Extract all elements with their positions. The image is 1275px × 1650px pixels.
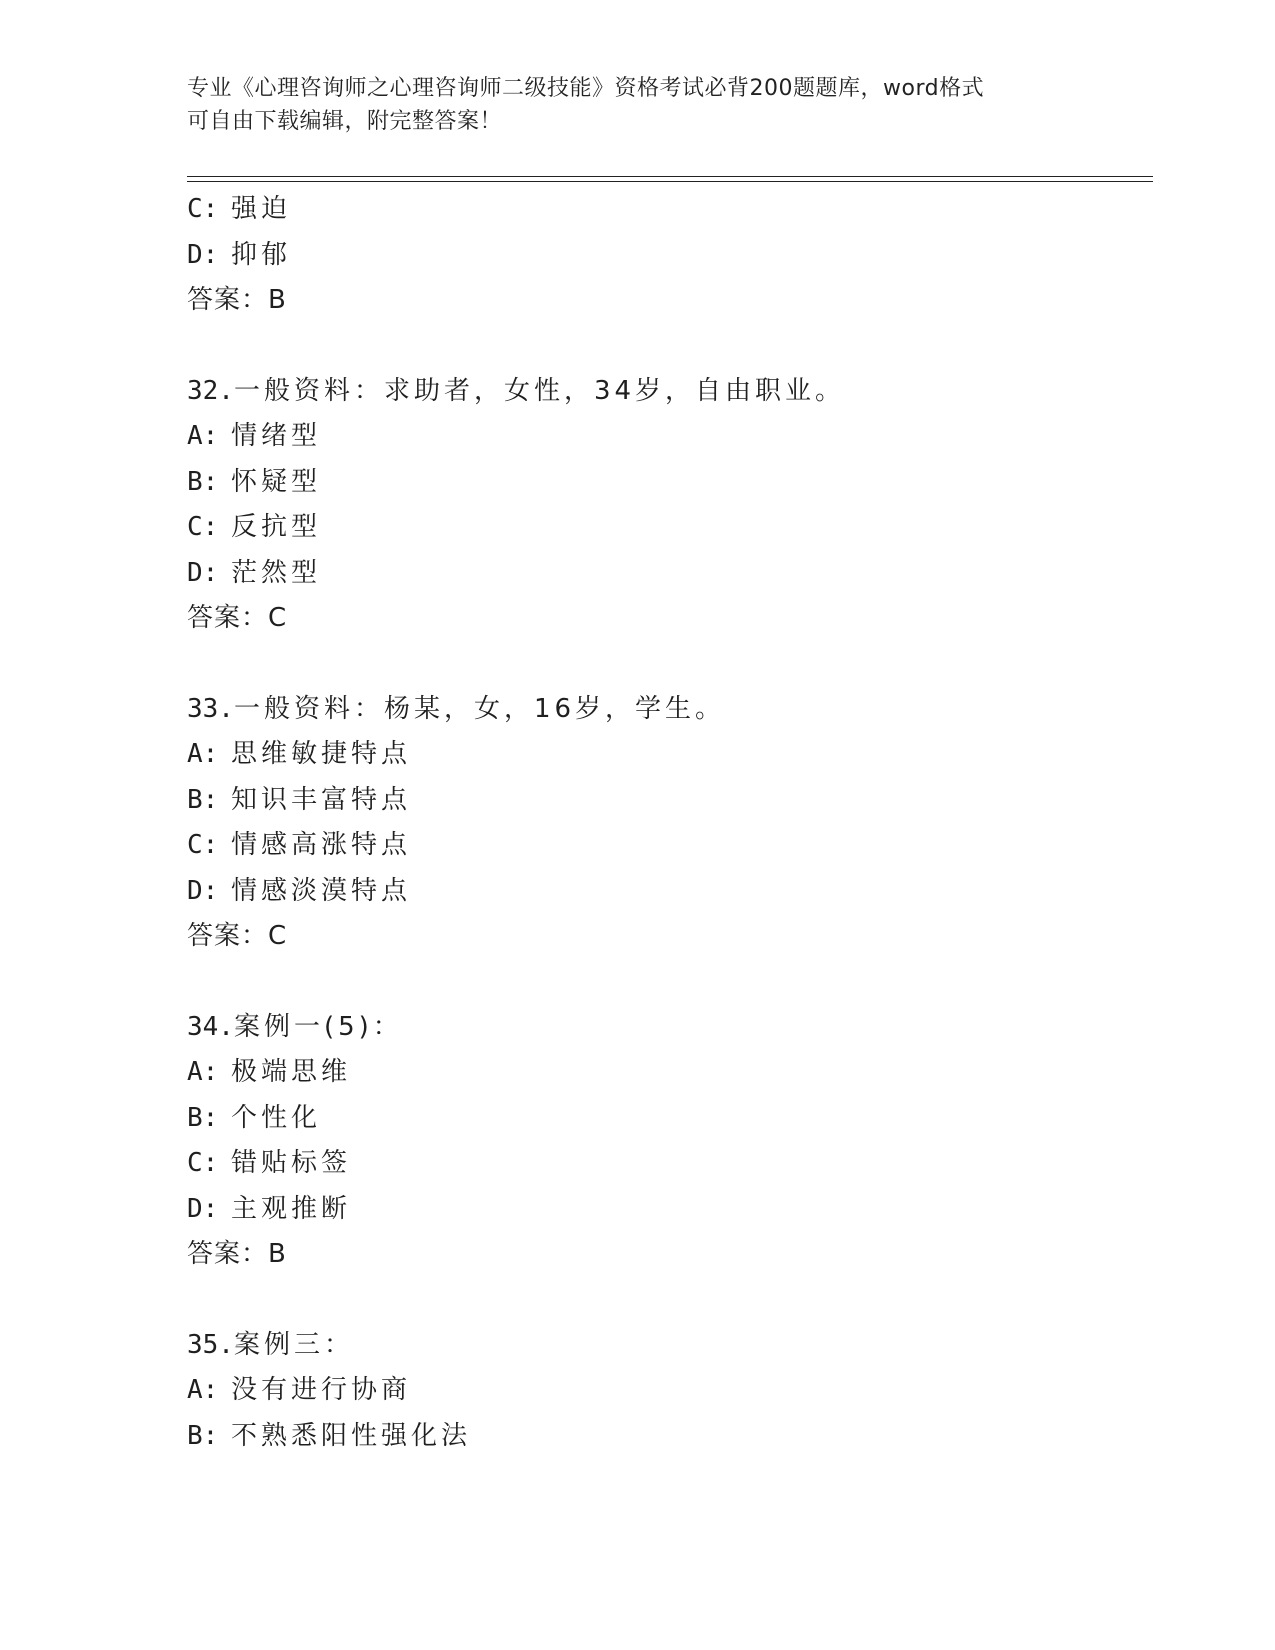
option-text: 思维敏捷特点 <box>231 739 412 769</box>
option-line <box>187 187 1147 233</box>
answer-line: 答案：C <box>187 921 288 951</box>
spacer <box>187 1278 1147 1323</box>
option-line <box>187 1096 1147 1142</box>
option-line <box>187 1414 1147 1460</box>
question-number: 32. <box>187 375 234 406</box>
option-label: C: <box>187 512 219 542</box>
option-label: C: <box>187 194 219 224</box>
spacer <box>187 960 1147 1005</box>
option-line <box>187 732 1147 778</box>
option-line <box>187 1141 1147 1187</box>
question-31-continued <box>187 187 1147 324</box>
answer-line: 答案：B <box>187 1239 287 1269</box>
option-text: 极端思维 <box>231 1057 352 1087</box>
option-label: A: <box>187 421 219 451</box>
answer-line: 答案：C <box>187 603 288 633</box>
question-stem <box>187 687 1147 733</box>
option-label: B: <box>187 784 219 815</box>
header-title-line-2: 可自由下载编辑，附完整答案！ <box>187 109 503 134</box>
option-text: 知识丰富特点 <box>231 784 412 815</box>
option-line <box>187 1368 1147 1414</box>
header-title-line-1: 专业《心理咨询师之心理咨询师二级技能》资格考试必背200题题库，word格式 <box>187 76 985 101</box>
option-label: A: <box>187 1375 219 1405</box>
option-text: 情绪型 <box>231 421 322 451</box>
option-line <box>187 823 1147 869</box>
question-32 <box>187 369 1147 642</box>
option-label: B: <box>187 1102 219 1133</box>
option-label: C: <box>187 1148 219 1178</box>
option-label: D: <box>187 1193 219 1224</box>
question-stem <box>187 369 1147 415</box>
question-text: 案例三： <box>233 1329 354 1360</box>
question-list <box>187 187 1147 1459</box>
question-stem <box>187 1005 1147 1051</box>
document-header <box>187 72 1087 138</box>
question-text: 一般资料：求助者，女性，34岁，自由职业。 <box>233 375 846 406</box>
question-text: 案例一(5)： <box>233 1011 403 1042</box>
option-line <box>187 1050 1147 1096</box>
option-line <box>187 460 1147 506</box>
option-text: 怀疑型 <box>231 466 322 497</box>
option-label: B: <box>187 1420 219 1451</box>
option-line <box>187 233 1147 279</box>
option-line <box>187 778 1147 824</box>
option-label: D: <box>187 557 219 588</box>
option-text: 抑郁 <box>231 239 292 270</box>
question-number: 34. <box>187 1011 234 1042</box>
spacer <box>187 324 1147 369</box>
option-text: 茫然型 <box>231 557 322 588</box>
option-label: A: <box>187 1057 219 1087</box>
option-text: 主观推断 <box>231 1193 352 1224</box>
question-text: 一般资料：杨某，女，16岁，学生。 <box>233 693 726 724</box>
option-text: 个性化 <box>231 1102 322 1133</box>
option-line <box>187 505 1147 551</box>
spacer <box>187 642 1147 687</box>
option-text: 不熟悉阳性强化法 <box>231 1420 472 1451</box>
option-label: D: <box>187 239 219 270</box>
option-label: A: <box>187 739 219 769</box>
option-text: 没有进行协商 <box>231 1375 412 1405</box>
answer-line: 答案：B <box>187 285 287 315</box>
question-stem <box>187 1323 1147 1369</box>
option-text: 情感高涨特点 <box>231 830 412 860</box>
header-divider-bottom <box>187 181 1153 182</box>
question-33 <box>187 687 1147 960</box>
option-text: 情感淡漠特点 <box>231 875 412 906</box>
option-text: 错贴标签 <box>231 1148 352 1178</box>
option-text: 强迫 <box>231 194 292 224</box>
question-34 <box>187 1005 1147 1278</box>
option-line <box>187 869 1147 915</box>
question-35 <box>187 1323 1147 1460</box>
option-line <box>187 1187 1147 1233</box>
option-line <box>187 414 1147 460</box>
option-line <box>187 551 1147 597</box>
question-number: 35. <box>187 1329 234 1360</box>
option-label: C: <box>187 830 219 860</box>
header-divider-top <box>187 176 1153 177</box>
question-number: 33. <box>187 693 234 724</box>
option-label: B: <box>187 466 219 497</box>
option-text: 反抗型 <box>231 512 322 542</box>
option-label: D: <box>187 875 219 906</box>
